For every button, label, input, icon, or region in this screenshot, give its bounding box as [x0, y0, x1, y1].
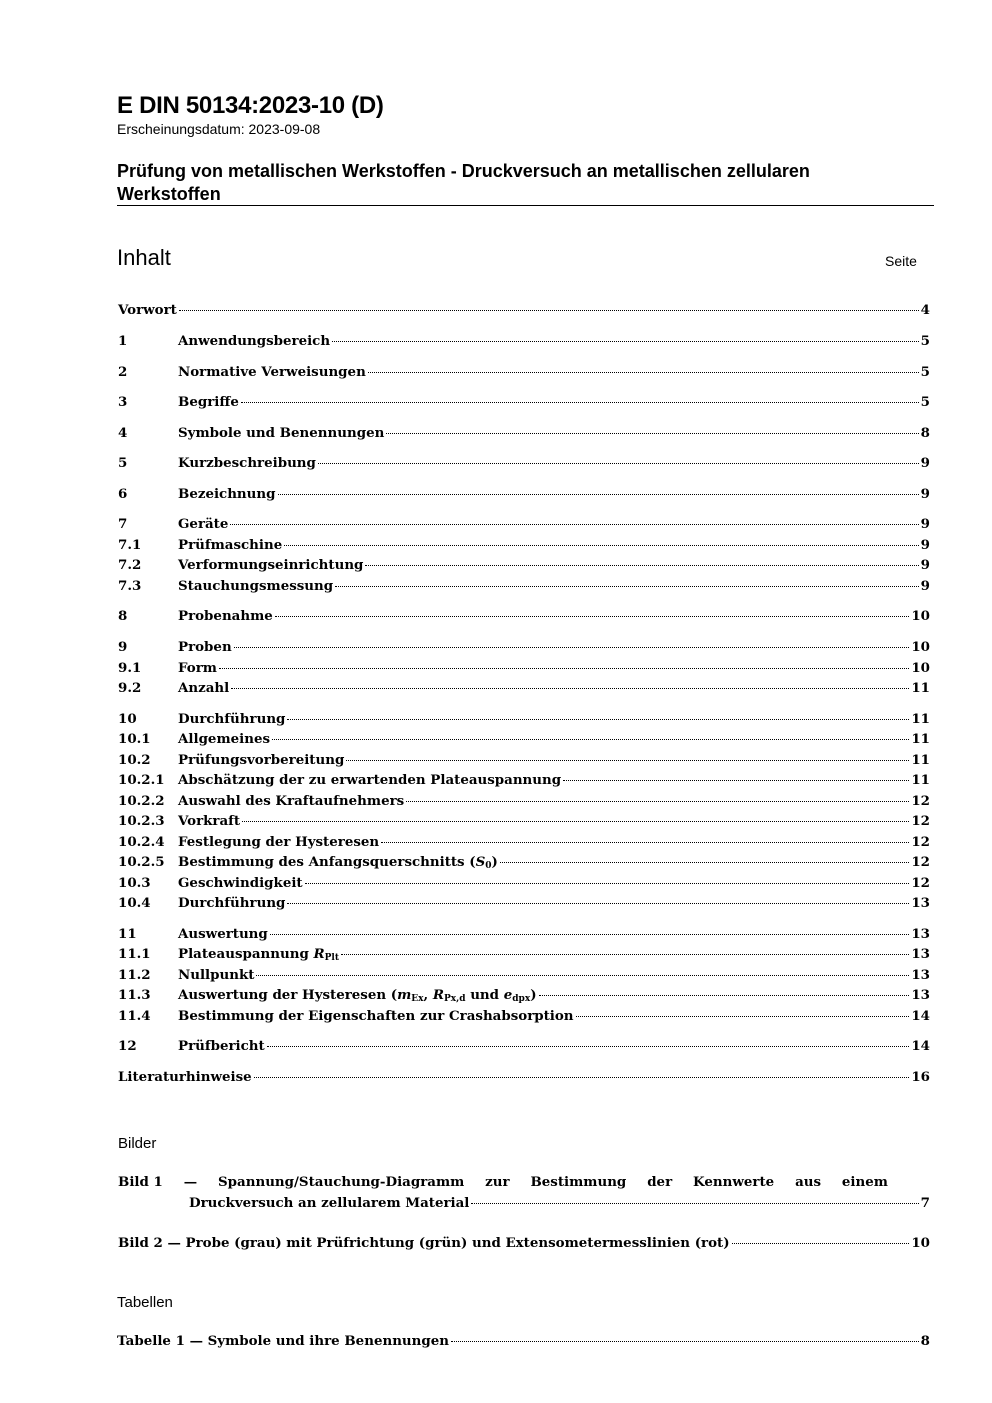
toc-entry-label: Prüfbericht [178, 1038, 265, 1054]
toc-entry-label: Auswertung der Hysteresen ($m_{Ex}$, $R_{Px,d}$ und $e_{dpx}$) [178, 987, 537, 1004]
figure-entry-1-label-end: Druckversuch an zellularem Material [189, 1195, 470, 1211]
toc-entry-label: Prüfmaschine [178, 537, 283, 553]
toc-entry-page: 12 [911, 875, 930, 891]
toc-entry[interactable] [118, 537, 930, 557]
toc-entry[interactable] [118, 1038, 930, 1058]
toc-entry[interactable] [118, 486, 930, 506]
figure-entry-1-word: zur [485, 1174, 510, 1190]
toc-entry-page: 11 [911, 752, 930, 768]
toc-entry-label: Geräte [178, 516, 229, 532]
toc-entry-number: 8 [118, 608, 128, 624]
figure-entry-2[interactable] [118, 1235, 930, 1255]
toc-entry-label: Bezeichnung [178, 486, 276, 502]
toc-entry-label: Prüfungsvorbereitung [178, 752, 345, 768]
leader-dots [267, 1046, 910, 1047]
toc-entry-page: 9 [920, 557, 930, 573]
leader-dots [346, 760, 909, 761]
leader-dots [500, 862, 909, 863]
toc-entry-label: Proben [178, 639, 232, 655]
figure-entry-1-line-2 [189, 1195, 930, 1211]
toc-entry[interactable] [118, 967, 930, 987]
document-title-line-1: Prüfung von metallischen Werkstoffen - Druckversuch an metallischen zellularen [117, 161, 810, 181]
toc-entry[interactable] [118, 302, 930, 322]
leader-dots [318, 463, 919, 464]
leader-dots [341, 954, 909, 955]
leader-dots [278, 494, 919, 495]
toc-entry-number: 10.2.5 [118, 854, 165, 870]
figure-entry-1-word: Bild 1 [118, 1174, 163, 1190]
leader-dots [275, 616, 910, 617]
document-id: E DIN 50134:2023-10 (D) [117, 92, 384, 119]
leader-dots [332, 341, 919, 342]
publication-date: Erscheinungsdatum: 2023-09-08 [117, 121, 321, 137]
toc-entry-number: 11.1 [118, 946, 151, 962]
title-rule [117, 205, 934, 206]
leader-dots [305, 883, 910, 884]
page-column-heading: Seite [885, 253, 917, 269]
toc-entry-number: 3 [118, 394, 128, 410]
toc-entry-page: 11 [911, 772, 930, 788]
toc-entry-label: Verformungseinrichtung [178, 557, 364, 573]
leader-dots [231, 688, 909, 689]
leader-dots [335, 586, 919, 587]
leader-dots [406, 801, 909, 802]
toc-entry-label: Abschätzung der zu erwartenden Plateauspannung [178, 772, 562, 788]
figure-entry-1-word: Spannung/Stauchung-Diagramm [218, 1174, 465, 1190]
toc-entry-page: 13 [911, 926, 930, 942]
toc-entry-page: 5 [920, 394, 930, 410]
toc-entry-page: 11 [911, 680, 930, 696]
figure-entry-1-word: — [183, 1174, 198, 1190]
toc-entry[interactable] [118, 711, 930, 731]
toc-entry-page: 11 [911, 731, 930, 747]
toc-entry-page: 9 [920, 516, 930, 532]
toc-entry-page: 9 [920, 537, 930, 553]
figure-entry-2-label: Bild 2 — Probe (grau) mit Prüfrichtung (grün) und Extensometermesslinien (rot) [118, 1235, 730, 1251]
toc-entry[interactable] [118, 772, 930, 792]
toc-entry-page: 11 [911, 711, 930, 727]
toc-entry-number: 11.4 [118, 1008, 151, 1024]
toc-entry-label: Begriffe [178, 394, 239, 410]
toc-entry-page: 13 [911, 946, 930, 962]
toc-entry-number: 5 [118, 455, 128, 471]
figure-entry-1-word: aus [795, 1174, 822, 1190]
toc-entry-page: 8 [920, 425, 930, 441]
toc-entry-label: Stauchungsmessung [178, 578, 334, 594]
toc-entry-number: 10.2.1 [118, 772, 165, 788]
toc-entry[interactable] [118, 333, 930, 353]
toc-entry-page: 10 [911, 660, 930, 676]
toc-entry-number: 7.3 [118, 578, 142, 594]
toc-entry-label: Form [178, 660, 217, 676]
toc-entry-label: Geschwindigkeit [178, 875, 303, 891]
table-entry-1-label: Tabelle 1 — Symbole und ihre Benennungen [117, 1333, 450, 1349]
toc-entry-number: 12 [118, 1038, 137, 1054]
toc-entry-page: 5 [920, 364, 930, 380]
toc-entry[interactable] [118, 987, 930, 1007]
toc-entry-page: 14 [911, 1008, 930, 1024]
toc-entry-page: 13 [911, 987, 930, 1003]
toc-entry-number: 2 [118, 364, 128, 380]
document-title [117, 160, 917, 206]
toc-entry-number: 9 [118, 639, 128, 655]
leader-dots [386, 433, 918, 434]
toc-entry[interactable] [118, 660, 930, 680]
toc-entry-number: 10.1 [118, 731, 151, 747]
toc-entry-label: Kurzbeschreibung [178, 455, 316, 471]
toc-entry-page: 10 [911, 639, 930, 655]
toc-entry-label: Vorwort [118, 302, 177, 318]
toc-entry-page: 12 [911, 854, 930, 870]
toc-entry-label: Normative Verweisungen [178, 364, 366, 380]
toc-entry-page: 9 [920, 455, 930, 471]
toc-entry-number: 10.2.4 [118, 834, 165, 850]
toc-entry[interactable] [118, 394, 930, 414]
leader-dots [270, 934, 910, 935]
figure-entry-1-word: Kennwerte [693, 1174, 775, 1190]
toc-entry-page: 13 [911, 967, 930, 983]
toc-entry-page: 9 [920, 578, 930, 594]
toc-entry[interactable] [118, 680, 930, 700]
toc-entry-number: 10 [118, 711, 137, 727]
leader-dots [471, 1203, 918, 1204]
toc-entry-page: 13 [911, 895, 930, 911]
toc-entry[interactable] [118, 578, 930, 598]
figures-heading: Bilder [118, 1135, 157, 1152]
toc-entry-label: Anzahl [178, 680, 230, 696]
toc-entry[interactable] [118, 557, 930, 577]
toc-entry-page: 10 [911, 608, 930, 624]
leader-dots [284, 545, 918, 546]
toc-entry-number: 10.2.3 [118, 813, 165, 829]
toc-entry-label: Auswertung [178, 926, 268, 942]
document-title-line-2: Werkstoffen [117, 184, 221, 204]
leader-dots [254, 1077, 910, 1078]
leader-dots [241, 402, 919, 403]
toc-entry-label: Durchführung [178, 895, 286, 911]
leader-dots [242, 821, 909, 822]
toc-entry-page: 12 [911, 793, 930, 809]
figure-entry-1-word: der [647, 1174, 673, 1190]
toc-entry-number: 1 [118, 333, 128, 349]
toc-entry[interactable] [118, 364, 930, 384]
toc-entry-number: 7 [118, 516, 128, 532]
table-entry-1[interactable] [117, 1333, 930, 1353]
toc-entry-label: Literaturhinweise [118, 1069, 252, 1085]
toc-entry-number: 11 [118, 926, 137, 942]
leader-dots [234, 647, 910, 648]
toc-entry-page: 5 [920, 333, 930, 349]
leader-dots [272, 739, 909, 740]
toc-entry[interactable] [118, 875, 930, 895]
toc-entry[interactable] [118, 455, 930, 475]
figure-entry-2-page: 10 [911, 1235, 930, 1251]
toc-entry-label: Symbole und Benennungen [178, 425, 385, 441]
toc-entry-label: Nullpunkt [178, 967, 255, 983]
toc-entry-label: Allgemeines [178, 731, 271, 747]
toc-entry-number: 6 [118, 486, 128, 502]
toc-entry-label: Probenahme [178, 608, 273, 624]
figure-entry-1-word: Bestimmung [530, 1174, 627, 1190]
toc-entry[interactable] [118, 813, 930, 833]
leader-dots [179, 310, 919, 311]
toc-entry-page: 12 [911, 834, 930, 850]
toc-entry-label: Festlegung der Hysteresen [178, 834, 380, 850]
toc-entry-page: 4 [920, 302, 930, 318]
toc-entry-number: 11.2 [118, 967, 151, 983]
toc-entry-number: 11.3 [118, 987, 151, 1003]
figure-entry-1-word: einem [841, 1174, 888, 1190]
toc-entry[interactable] [118, 608, 930, 628]
toc-entry-number: 7.1 [118, 537, 142, 553]
toc-entry[interactable] [118, 731, 930, 751]
toc-entry[interactable] [118, 1069, 930, 1089]
toc-entry-label: Bestimmung der Eigenschaften zur Crashabsorption [178, 1008, 574, 1024]
toc-entry-label: Bestimmung des Anfangsquerschnitts $(S_0)$ [178, 854, 498, 871]
leader-dots [368, 372, 919, 373]
toc-entry-number: 10.2.2 [118, 793, 165, 809]
toc-entry-page: 16 [911, 1069, 930, 1085]
leader-dots [287, 719, 909, 720]
toc-entry-page: 14 [911, 1038, 930, 1054]
toc-entry-label: Vorkraft [178, 813, 241, 829]
toc-entry[interactable] [118, 425, 930, 445]
leader-dots [539, 995, 910, 996]
toc-entry[interactable] [118, 793, 930, 813]
leader-dots [576, 1016, 910, 1017]
leader-dots [381, 842, 909, 843]
leader-dots [287, 903, 909, 904]
toc-entry[interactable] [118, 946, 930, 966]
leader-dots [732, 1243, 910, 1244]
toc-entry[interactable] [118, 752, 930, 772]
leader-dots [230, 524, 918, 525]
toc-entry-label: Plateauspannung $R_{Plt}$ [178, 946, 339, 963]
toc-entry-number: 9.2 [118, 680, 142, 696]
table-entry-1-page: 8 [920, 1333, 930, 1349]
toc-entry-number: 10.3 [118, 875, 151, 891]
toc-entry[interactable] [118, 516, 930, 536]
toc-entry[interactable] [118, 926, 930, 946]
toc-entry[interactable] [118, 834, 930, 854]
toc-entry[interactable] [118, 895, 930, 915]
toc-entry-number: 9.1 [118, 660, 142, 676]
figure-entry-1-line-1 [118, 1174, 888, 1190]
toc-entry-label: Anwendungsbereich [178, 333, 331, 349]
leader-dots [563, 780, 909, 781]
toc-entry-page: 9 [920, 486, 930, 502]
leader-dots [256, 975, 909, 976]
leader-dots [451, 1341, 919, 1342]
toc-entry-label: Durchführung [178, 711, 286, 727]
toc-entry-number: 7.2 [118, 557, 142, 573]
contents-heading: Inhalt [117, 245, 171, 270]
toc-entry-number: 4 [118, 425, 128, 441]
toc-entry-page: 12 [911, 813, 930, 829]
toc-entry-label: Auswahl des Kraftaufnehmers [178, 793, 405, 809]
toc-entry[interactable] [118, 639, 930, 659]
leader-dots [219, 668, 909, 669]
tables-heading: Tabellen [117, 1294, 173, 1311]
toc-entry[interactable] [118, 854, 930, 874]
toc-entry[interactable] [118, 1008, 930, 1028]
toc-entry-number: 10.2 [118, 752, 151, 768]
leader-dots [365, 565, 918, 566]
toc-entry-number: 10.4 [118, 895, 151, 911]
figure-entry-1-page: 7 [920, 1195, 930, 1211]
